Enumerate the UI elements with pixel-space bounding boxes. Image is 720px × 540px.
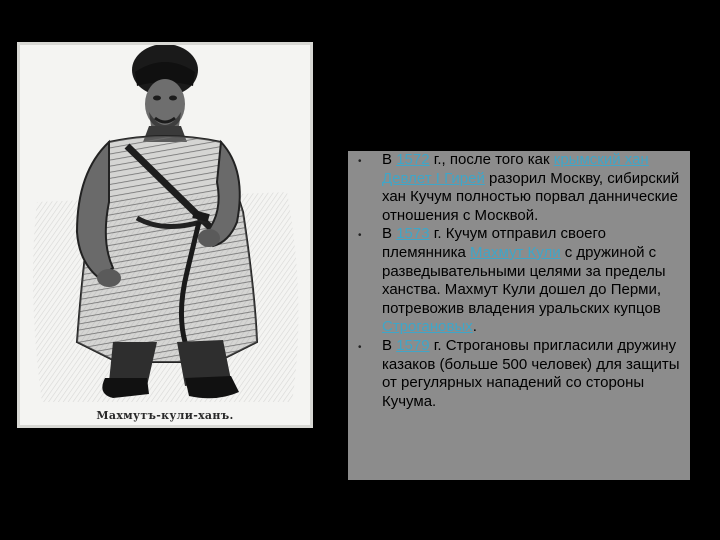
bullet-text: В [382, 225, 397, 243]
year-link[interactable]: 1579 [396, 336, 430, 354]
text-panel [348, 151, 690, 480]
person-link[interactable]: Махмут Кули [470, 243, 561, 261]
year-link[interactable]: 1573 [396, 225, 430, 243]
bullet-text: г., после того как [429, 151, 554, 168]
bullet-marker: • [358, 156, 362, 167]
bullet-text: разорил Москву, сибирский хан Кучум полностью порвал даннические отношения с Москвой. [382, 169, 680, 224]
bullet-text: . [472, 318, 477, 336]
portrait-caption: Махмутъ-кули-ханъ. [96, 409, 234, 422]
bullet-text: г. Строгановы пригласили дружину казаков (больше 500 человек) для защиты от регулярных нападений со стороны Кучума. [382, 336, 680, 410]
bullet-marker: • [358, 341, 362, 353]
bullet-text: г. Кучум отправил своего племянника [382, 225, 606, 261]
portrait-drawing [17, 42, 313, 428]
year-link[interactable]: 1572 [396, 151, 430, 168]
family-link[interactable]: Строгановых [382, 318, 473, 336]
bullet-marker: • [358, 230, 362, 242]
bullet-item [348, 225, 682, 337]
khan-link[interactable]: крымский хан Девлет I Гирей [382, 151, 649, 187]
bullet-text: В [382, 336, 397, 354]
bullet-text: В [382, 151, 397, 168]
bullet-text: с дружиной с разведывательными целями за пределы ханства. Махмут Кули дошел до Перми, потревожив владения уральских купцов [382, 243, 666, 317]
bullet-item [348, 337, 682, 411]
bullet-item [348, 151, 682, 225]
portrait-engraving [17, 42, 313, 428]
bullet-list [348, 151, 682, 411]
